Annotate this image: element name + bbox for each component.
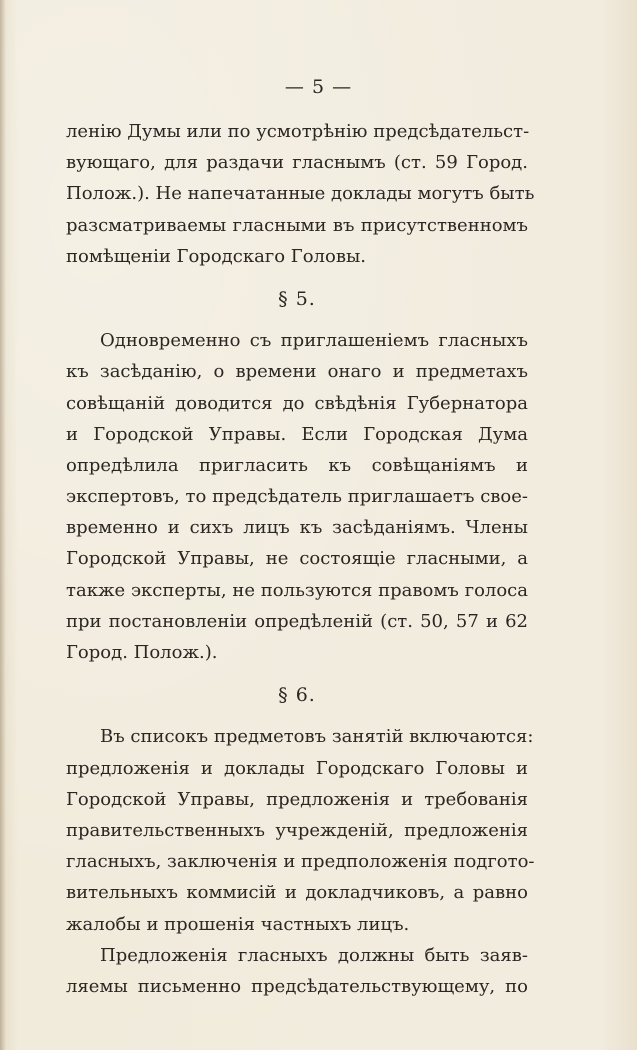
text-line: гласныхъ, заключенія и предположенія подгото- xyxy=(66,851,535,873)
text-line: опредѣлила пригласить къ совѣщаніямъ и xyxy=(66,454,528,476)
text-line: къ засѣданію, о времени онаго и предметахъ xyxy=(66,361,528,383)
section-heading-6: § 6. xyxy=(278,684,316,707)
text-line: вительныхъ коммисій и докладчиковъ, а равно xyxy=(66,882,528,904)
text-line: Полож.). Не напечатанные доклады могутъ быть xyxy=(66,183,535,205)
paragraph-section-6 xyxy=(66,721,535,939)
text-line: Одновременно съ приглашеніемъ гласныхъ xyxy=(100,330,528,352)
text-line: помѣщеніи Городскаго Головы. xyxy=(66,245,367,267)
text-line: совѣщаній доводится до свѣдѣнія Губернатора xyxy=(66,392,528,414)
body-text xyxy=(66,116,535,1002)
text-line: ленію Думы или по усмотрѣнію предсѣдательст- xyxy=(66,121,530,142)
text-line: ляемы письменно предсѣдательствующему, по xyxy=(66,975,528,997)
text-line: экспертовъ, то предсѣдатель приглашаетъ свое- xyxy=(66,486,528,508)
section-heading-5: § 5. xyxy=(278,287,316,310)
page-number: — 5 — xyxy=(284,76,353,98)
text-line: Городской Управы, не состоящіе гласными, а xyxy=(66,548,528,570)
text-line: вующаго, для раздачи гласнымъ (ст. 59 Город. xyxy=(66,152,528,174)
paragraph-continuation xyxy=(66,116,535,272)
text-line: Город. Полож.). xyxy=(66,642,218,663)
text-line: при постановленіи опредѣленій (ст. 50, 57 и 62 xyxy=(66,610,528,632)
text-line: Предложенія гласныхъ должны быть заяв- xyxy=(100,944,528,966)
text-line: Въ списокъ предметовъ занятій включаются: xyxy=(100,726,534,748)
text-line: правительственныхъ учрежденій, предложенія xyxy=(66,819,528,841)
paragraph-proposals xyxy=(66,940,528,1002)
text-line: жалобы и прошенія частныхъ лицъ. xyxy=(66,913,410,935)
text-line: также эксперты, не пользуются правомъ голоса xyxy=(66,579,528,601)
text-line: Городской Управы, предложенія и требованія xyxy=(66,788,528,810)
text-line: предложенія и доклады Городскаго Головы и xyxy=(66,757,528,779)
text-line: временно и сихъ лицъ къ засѣданіямъ. Члены xyxy=(66,517,528,539)
text-line: разсматриваемы гласными въ присутственномъ xyxy=(66,214,528,236)
paragraph-section-5 xyxy=(66,325,528,668)
text-line: и Городской Управы. Если Городская Дума xyxy=(66,423,528,445)
page-gutter-shadow xyxy=(0,0,6,1050)
